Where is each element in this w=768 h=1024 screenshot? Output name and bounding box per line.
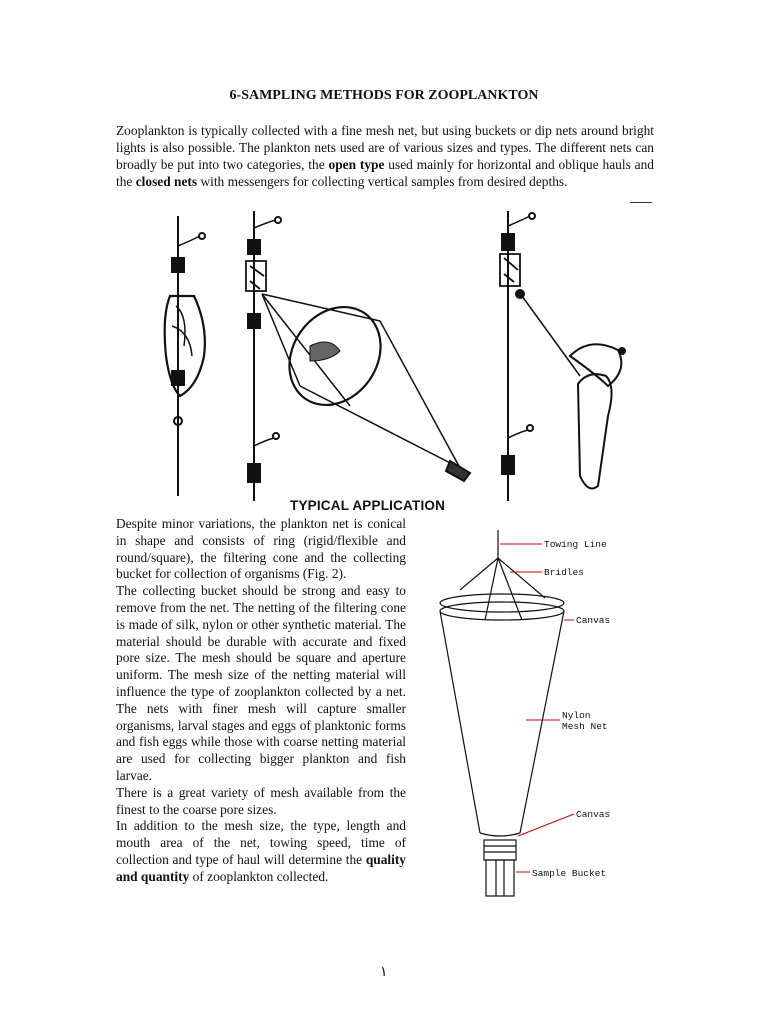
page-number: ١	[380, 965, 388, 980]
margin-rule	[630, 202, 652, 203]
intro-bold-closed-nets: closed nets	[135, 174, 198, 189]
label-canvas-top: Canvas	[576, 615, 611, 626]
intro-text-1: Zooplankton is typically collected with a fine mesh net, but using buckets or dip nets around bright lights is also possible. The plankton nets used are of various sizes and types. The different nets can broadly be put into two categories, the	[116, 123, 654, 172]
intro-text-2: used mainly for horizontal and oblique hauls and the	[116, 157, 654, 189]
paragraph-net-structure: Despite minor variations, the plankton net is conical in shape and consists of ring (rigid/flexible and round/square), the filtering cone and the collecting bucket for collection of organisms (Fig. 2).	[116, 516, 406, 582]
intro-paragraph	[116, 122, 654, 190]
paragraph-mesh-variety: There is a great variety of mesh available from the finest to the coarse pore sizes.	[116, 784, 406, 817]
label-towing-line: Towing Line	[544, 539, 607, 550]
plankton-net-diagram	[430, 528, 630, 908]
label-nylon: Nylon	[562, 710, 591, 721]
determinants-bold: quality and quantity	[116, 851, 406, 884]
label-sample-bucket: Sample Bucket	[532, 868, 607, 879]
intro-text-3: with messengers for collecting vertical samples from desired depths.	[197, 174, 568, 189]
intro-bold-open-type: open type	[328, 157, 385, 172]
body-text-column	[116, 516, 406, 886]
determinants-text-2: of zooplankton collected.	[189, 868, 329, 884]
paragraph-determinants	[116, 818, 406, 885]
page-title: 6-SAMPLING METHODS FOR ZOOPLANKTON	[229, 88, 539, 103]
label-canvas-bottom: Canvas	[576, 809, 611, 820]
label-mesh-net: Mesh Net	[562, 721, 608, 732]
figure-caption: TYPICAL APPLICATION	[290, 498, 446, 513]
determinants-text-1: In addition to the mesh size, the type, length and mouth area of the net, towing speed, time of collection and type of haul will determine the	[116, 818, 406, 867]
paragraph-collecting-bucket: The collecting bucket should be strong and easy to remove from the net. The netting of the filtering cone is made of silk, nylon or other synthetic material. The material should be durable with accurate and fixed pore size. The mesh should be square and aperture uniform. The mesh size of the netting material will influence the type of zooplankton collected by a net. The nets with finer mesh will capture smaller organisms, larval stages and eggs of planktonic forms and fish eggs while those with coarse netting material are used for collecting bigger plankton and fish larvae.	[116, 583, 406, 783]
typical-application-figure	[150, 206, 650, 506]
label-bridles: Bridles	[544, 567, 584, 578]
